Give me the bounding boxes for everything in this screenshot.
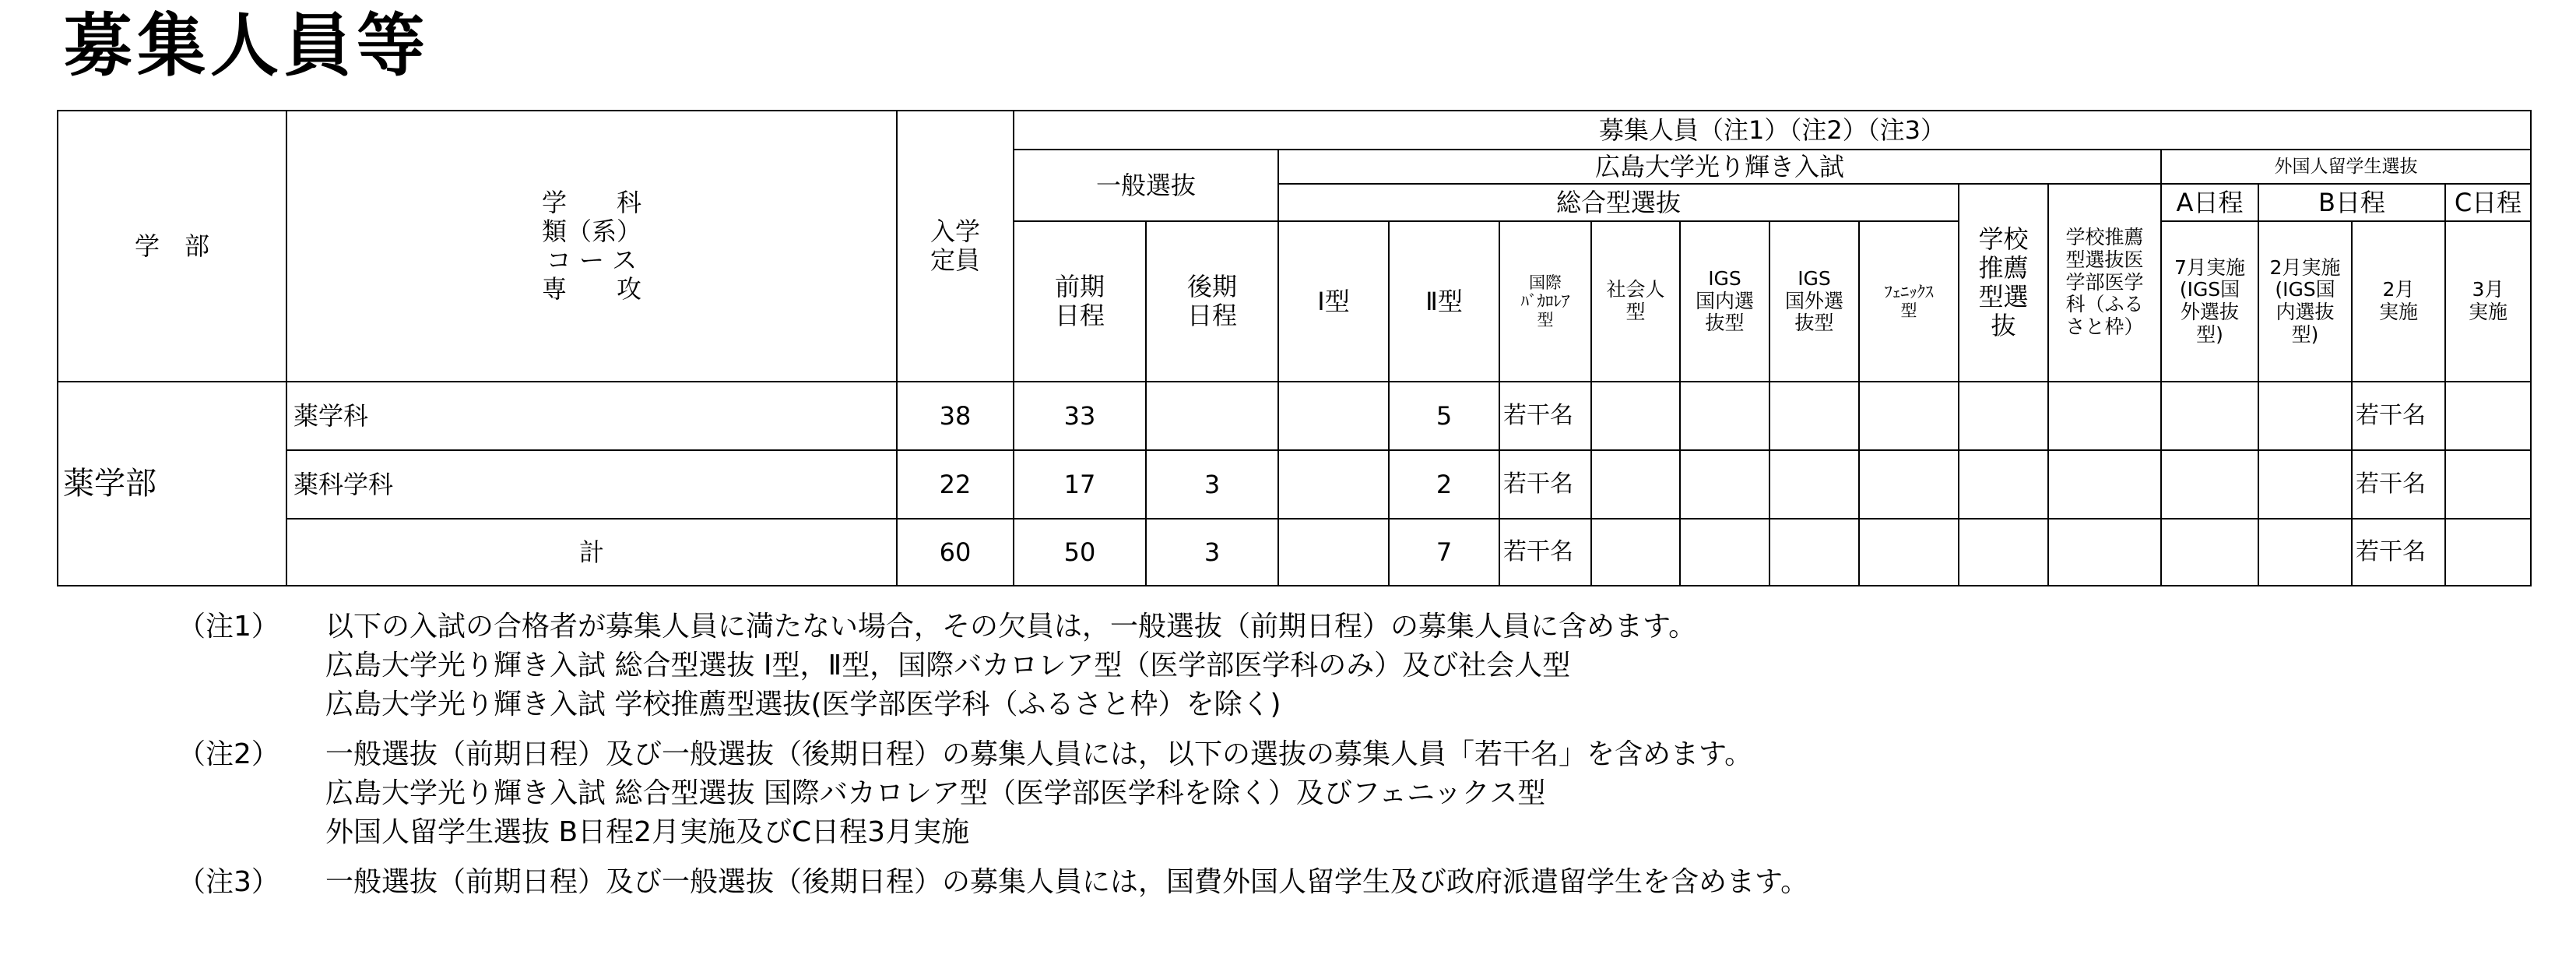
header-b-schedule: B日程: [2258, 184, 2445, 221]
header-ib: 国際 ﾊﾞｶﾛﾚｱ 型: [1499, 221, 1591, 382]
total-type2: 7: [1389, 519, 1499, 586]
header-general-selection: 一般選抜: [1014, 150, 1278, 221]
note-1: [177, 608, 1808, 724]
total-capacity: 60: [897, 519, 1014, 586]
dept-name: 薬学科: [286, 382, 897, 450]
table-row: [58, 450, 2531, 519]
header-igs-overseas: IGS 国外選 抜型: [1769, 221, 1859, 382]
header-faculty: 学 部: [58, 111, 286, 382]
zenki-value: 17: [1014, 450, 1146, 519]
header-b-feb-igs: 2月実施 (IGS国 内選抜 型): [2258, 221, 2352, 382]
faculty-name: 薬学部: [58, 382, 286, 586]
note-tag: （注3）: [177, 866, 279, 898]
note-line: 一般選抜（前期日程）及び一般選抜（後期日程）の募集人員には，国費外国人留学生及び政府派遣留学生を含めます。: [325, 866, 1809, 898]
note-tag: （注2）: [177, 738, 279, 770]
total-kouki: 3: [1146, 519, 1278, 586]
header-hikari: 広島大学光り輝き入試: [1278, 150, 2161, 184]
header-school-recommendation-medical: 学校推薦 型選抜医 学部医学 科（ふる さと枠）: [2048, 184, 2161, 382]
note-line: 一般選抜（前期日程）及び一般選抜（後期日程）の募集人員には，以下の選抜の募集人員「若干名」を含めます。: [325, 738, 1753, 770]
page-title: 募集人員等: [64, 5, 431, 86]
capacity-value: 38: [897, 382, 1014, 450]
header-international: 外国人留学生選抜: [2161, 150, 2531, 184]
ib-value: 若干名: [1499, 382, 1591, 450]
recruitment-table: [57, 110, 2532, 586]
note-line: 広島大学光り輝き入試 総合型選抜 国際バカロレア型（医学部医学科を除く）及びフェニックス型: [325, 777, 1546, 809]
kouki-value: 3: [1146, 450, 1278, 519]
b-feb-value: 若干名: [2352, 382, 2445, 450]
header-type1: Ⅰ型: [1278, 221, 1389, 382]
header-zenki: 前期 日程: [1014, 221, 1146, 382]
header-c-schedule: C日程: [2445, 184, 2531, 221]
b-feb-value: 若干名: [2352, 450, 2445, 519]
note-2: [177, 735, 1808, 852]
note-3: [177, 863, 1808, 902]
note-tag: （注1）: [177, 611, 279, 643]
header-type2: Ⅱ型: [1389, 221, 1499, 382]
header-shakai: 社会人 型: [1591, 221, 1680, 382]
total-row: [58, 519, 2531, 586]
note-line: 広島大学光り輝き入試 総合型選抜 Ⅰ型，Ⅱ型，国際バカロレア型（医学部医学科のみ）及び社会人型: [325, 650, 1571, 682]
type2-value: 2: [1389, 450, 1499, 519]
zenki-value: 33: [1014, 382, 1146, 450]
total-label: 計: [286, 519, 897, 586]
header-phoenix: ﾌｪﾆｯｸｽ 型: [1859, 221, 1959, 382]
ib-value: 若干名: [1499, 450, 1591, 519]
header-b-feb: 2月 実施: [2352, 221, 2445, 382]
header-department: 学 科 類（系） コ ー ス 専 攻: [286, 111, 897, 382]
note-line: 以下の入試の合格者が募集人員に満たない場合，その欠員は，一般選抜（前期日程）の募集人員に含めます。: [325, 611, 1697, 643]
table-row: [58, 382, 2531, 450]
header-school-recommendation: 学校 推薦 型選 抜: [1959, 184, 2048, 382]
header-capacity: 入学 定員: [897, 111, 1014, 382]
note-line: 外国人留学生選抜 B日程2月実施及びC日程3月実施: [325, 816, 970, 848]
notes-section: [177, 608, 1808, 902]
dept-name: 薬科学科: [286, 450, 897, 519]
header-a-july: 7月実施 (IGS国 外選抜 型): [2161, 221, 2258, 382]
header-kouki: 後期 日程: [1146, 221, 1278, 382]
header-recruitment: 募集人員（注1）（注2）（注3）: [1014, 111, 2531, 150]
note-line: 広島大学光り輝き入試 学校推薦型選抜(医学部医学科（ふるさと枠）を除く): [325, 689, 1281, 720]
total-ib: 若干名: [1499, 519, 1591, 586]
type2-value: 5: [1389, 382, 1499, 450]
kouki-value: [1146, 382, 1278, 450]
total-zenki: 50: [1014, 519, 1146, 586]
header-a-schedule: A日程: [2161, 184, 2258, 221]
header-c-march: 3月 実施: [2445, 221, 2531, 382]
header-igs-domestic: IGS 国内選 抜型: [1680, 221, 1769, 382]
header-sogo: 総合型選抜: [1278, 184, 1959, 221]
total-b-feb: 若干名: [2352, 519, 2445, 586]
capacity-value: 22: [897, 450, 1014, 519]
